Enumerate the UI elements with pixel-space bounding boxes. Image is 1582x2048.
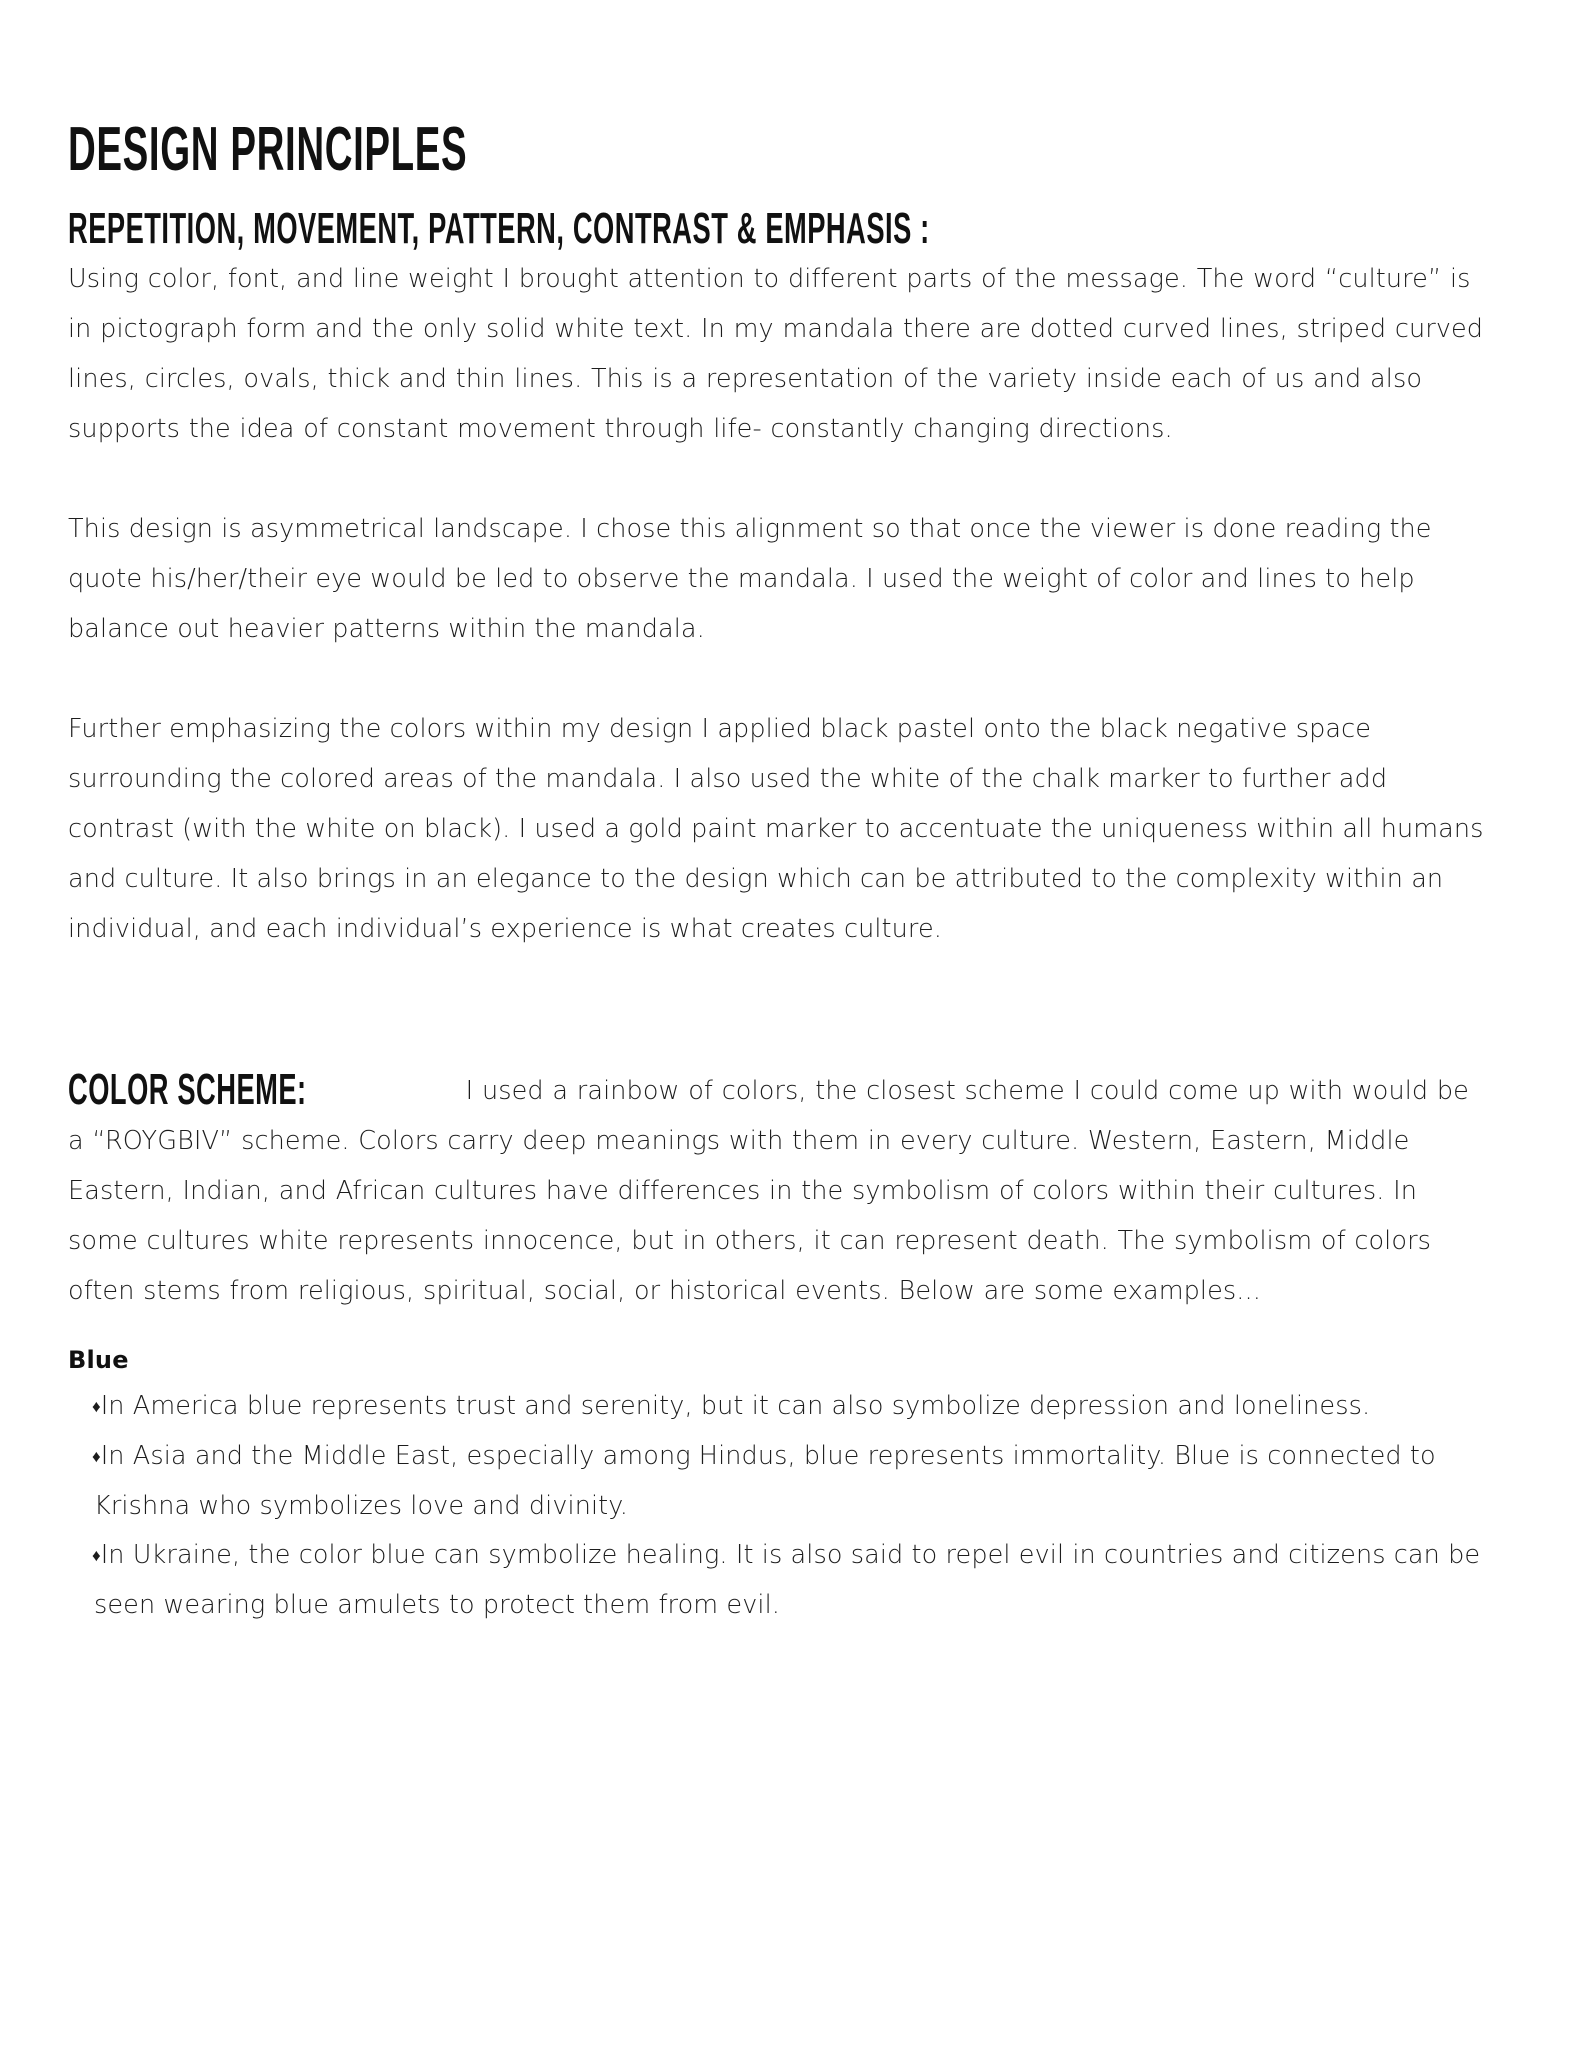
list-item-text: In Ukraine, the color blue can symbolize healing. It is also said to repel evil in countries and citizens can be seen wearing blue amulets to protect them from evil. [94, 1540, 1481, 1620]
list-item-text: In Asia and the Middle East, especially among Hindus, blue represents immortality. Blue is connected to Krishna who symbolizes love and divinity. [94, 1441, 1436, 1521]
section-color-scheme-heading-text: COLOR SCHEME: [68, 1065, 307, 1114]
blue-meanings-list [68, 1382, 1492, 1630]
list-item [68, 1531, 1492, 1630]
section-repetition-lede-text: Using color, font, and line weight I brought attention to different parts of the message. The word “culture” is in pictograph form and the only solid white text. In my mandala there are dotted curved lines, striped curved lines, circles, ovals, thick and thin lines. This is a representation of the variety inside each of us and also supports the idea of constant movement through life- constantly changing directions. [68, 264, 1484, 444]
subheading-blue: Blue [68, 1346, 129, 1374]
minor-spacer [68, 1316, 1492, 1338]
list-item [68, 1432, 1492, 1531]
diamond-bullet-icon: ♦ [92, 1397, 101, 1417]
page-title-text: DESIGN PRINCIPLES [68, 115, 468, 184]
document-content [68, 115, 1492, 1630]
section-repetition-heading [68, 206, 1458, 252]
list-item-text: In America blue represents trust and serenity, but it can also symbolize depression and loneliness. [100, 1391, 1371, 1421]
paragraph-spacer [68, 654, 1492, 704]
page-title [68, 115, 1492, 184]
section-color-scheme-lede-text: I used a rainbow of colors, the closest scheme I could come up with would be a “ROYGBIV” scheme. Colors carry deep meanings with them in every culture. Western, Eastern, Middle Eastern, Indian, and African cultures have differences in the symbolism of colors within their cultures. In some cultures white represents innocence, but in others, it can represent death. The symbolism of colors often stems from religious, spiritual, social, or historical events. Below are some examples... [68, 1076, 1469, 1306]
list-item [68, 1382, 1492, 1432]
paragraph-emphasizing-colors: Further emphasizing the colors within my design I applied black pastel onto the black negative space surrounding the colored areas of the mandala. I also used the white of the chalk marker to further add contrast (with the white on black). I used a gold paint marker to accentuate the uniqueness within all humans and culture. It also brings in an elegance to the design which can be attributed to the complexity within an individual, and each individual’s experience is what creates culture. [68, 714, 1484, 944]
paragraph-asymmetrical: This design is asymmetrical landscape. I chose this alignment so that once the viewer is done reading the quote his/her/their eye would be led to observe the mandala. I used the weight of color and lines to help balance out heavier patterns within the mandala. [68, 514, 1432, 644]
diamond-bullet-icon: ♦ [92, 1447, 101, 1467]
section-color-scheme-heading [68, 1067, 453, 1113]
diamond-bullet-icon: ♦ [92, 1546, 101, 1566]
section-spacer [68, 954, 1492, 1066]
paragraph-spacer [68, 454, 1492, 504]
section-repetition-lede [68, 204, 1492, 454]
section-repetition-heading-text: REPETITION, MOVEMENT, PATTERN, CONTRAST & EMPHASIS : [68, 204, 930, 253]
section-color-scheme-lede [68, 1066, 1492, 1316]
